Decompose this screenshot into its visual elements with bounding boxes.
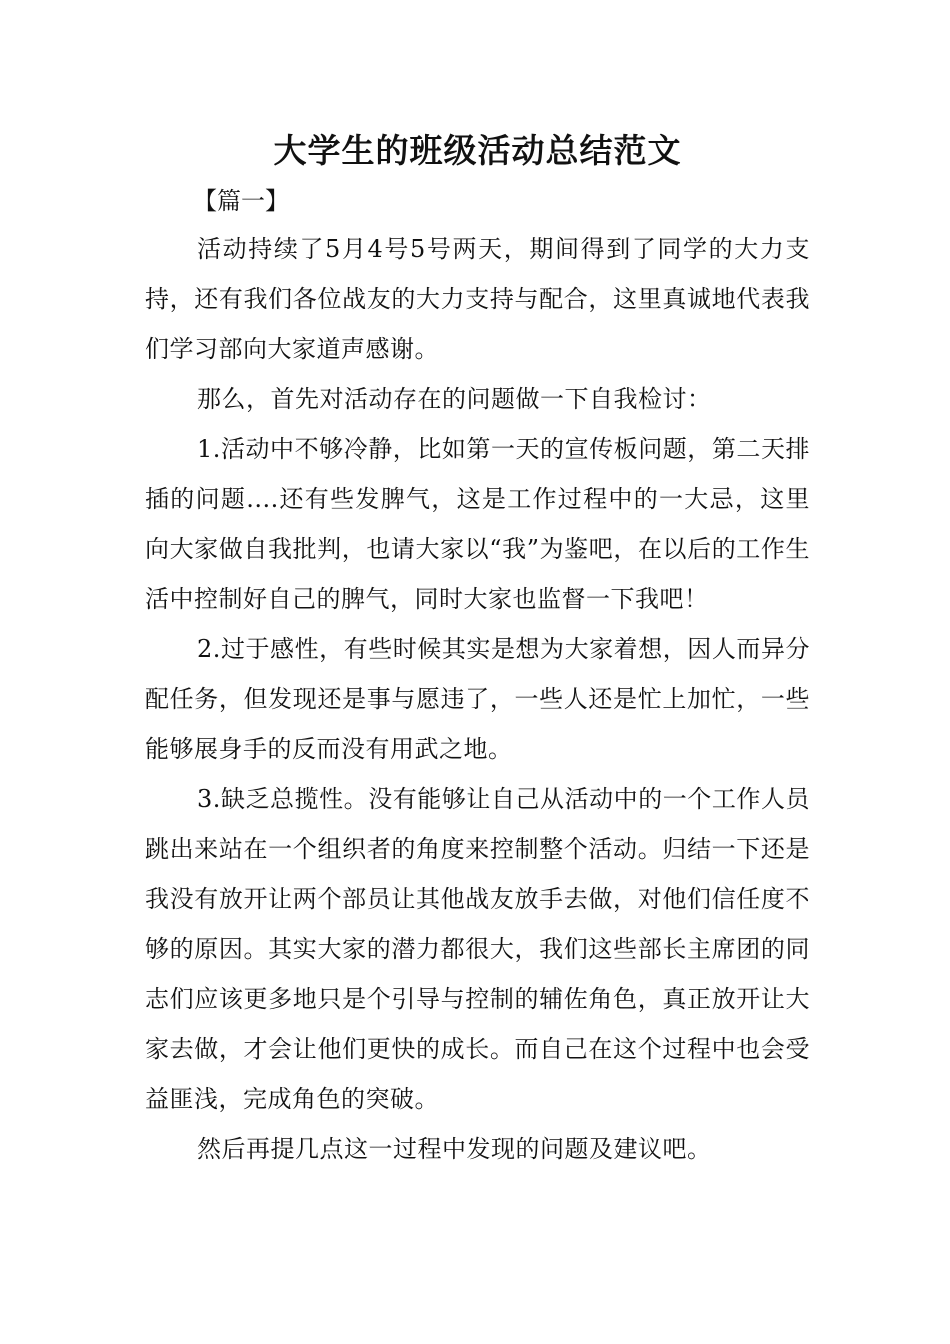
document-page [145,0,810,1344]
paragraph-1: 活动持续了5月4号5号两天，期间得到了同学的大力支持，还有我们各位战友的大力支持与配合，这里真诚地代表我们学习部向大家道声感谢。 [145,235,810,363]
section-label: 【篇一】 [193,187,289,215]
paragraph-2: 那么，首先对活动存在的问题做一下自我检讨： [197,385,712,413]
paragraph-5: 3.缺乏总揽性。没有能够让自己从活动中的一个工作人员跳出来站在一个组织者的角度来控制整个活动。归结一下还是我没有放开让两个部员让其他战友放手去做，对他们信任度不够的原因。其实大家的潜力都很大，我们这些部长主席团的同志们应该更多地只是个引导与控制的辅佐角色，真正放开让大家去做，才会让他们更快的成长。而自己在这个过程中也会受益匪浅，完成角色的突破。 [145,785,810,1113]
paragraph-4: 2.过于感性，有些时候其实是想为大家着想，因人而异分配任务，但发现还是事与愿违了，一些人还是忙上加忙，一些能够展身手的反而没有用武之地。 [145,635,810,763]
document-title: 大学生的班级活动总结范文 [273,131,682,170]
paragraph-3: 1.活动中不够冷静，比如第一天的宣传板问题，第二天排插的问题....还有些发脾气，这是工作过程中的一大忌，这里向大家做自我批判，也请大家以“我”为鉴吧，在以后的工作生活中控制好自己的脾气，同时大家也监督一下我吧！ [145,435,810,613]
document-body [145,224,810,1174]
paragraph-6: 然后再提几点这一过程中发现的问题及建议吧。 [197,1135,712,1163]
